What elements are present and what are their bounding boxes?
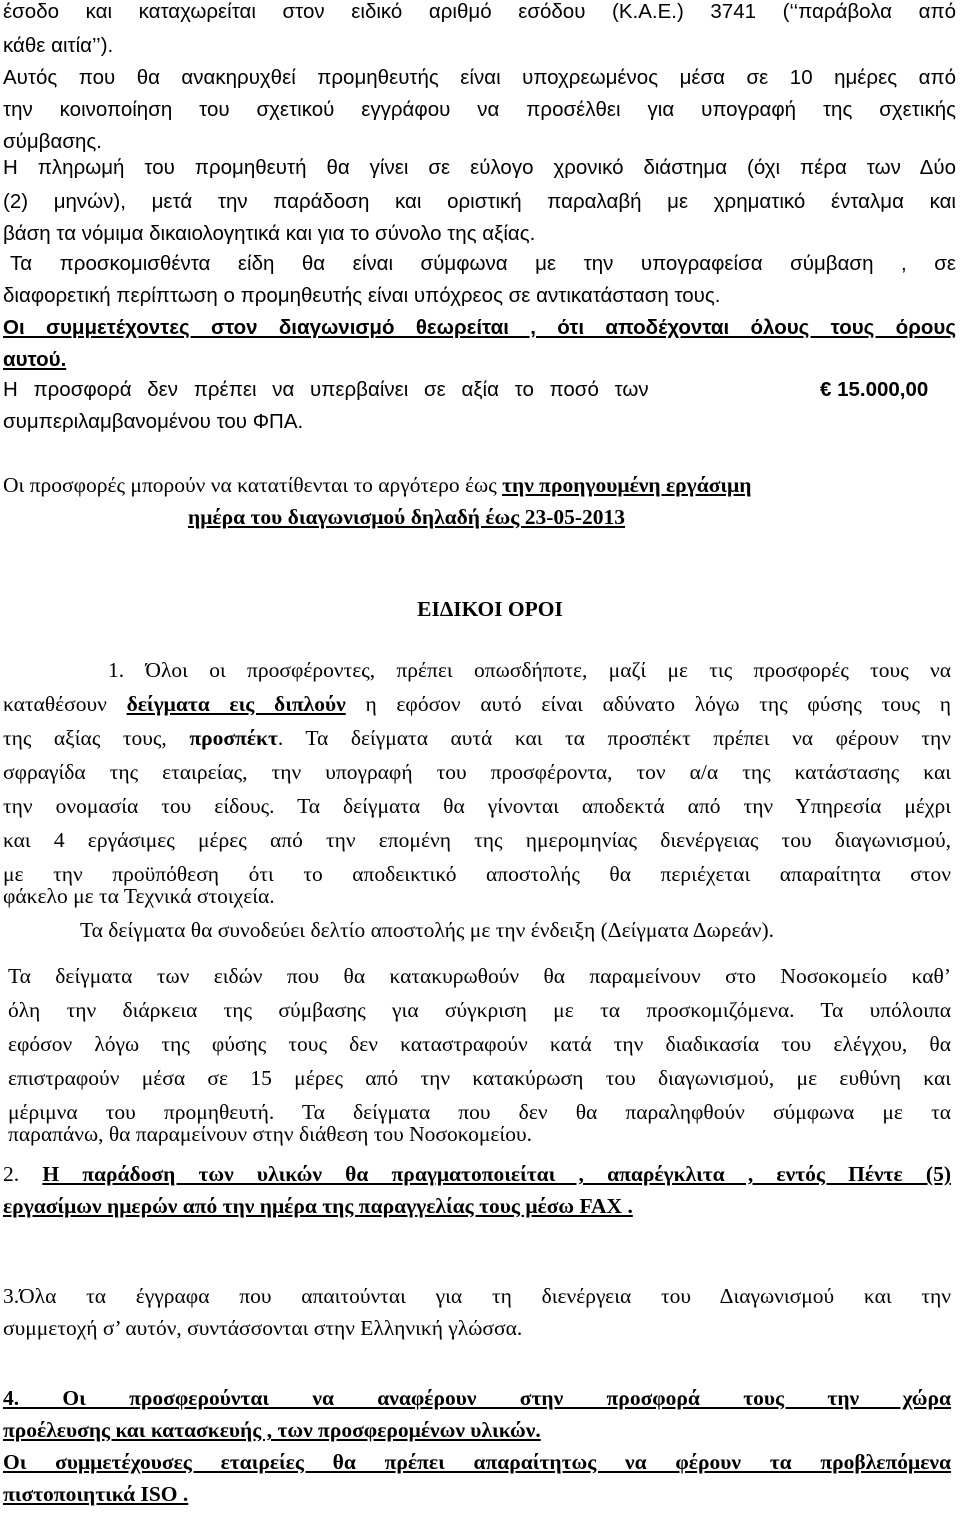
term-4-line-3: Οι συμμετέχουσες εταιρείες θα πρέπει απαραίτητως να φέρουν τα προβλεπόμενα xyxy=(3,1450,951,1474)
term-1-cont-line-1: Τα δείγματα των ειδών που θα κατακυρωθούν θα παραμείνουν στο Νοσοκομείο καθ’ xyxy=(8,964,951,988)
term-1-cont-line-3: εφόσον λόγω της φύσης τους δεν καταστραφούν κατά την διαδικασία του ελέγχου, θα xyxy=(8,1032,951,1056)
paragraph-5-line-2: αυτού. xyxy=(3,348,67,371)
term-2-line-1 xyxy=(3,1164,951,1186)
paragraph-6-line-2: συμπεριλαμβανομένου του ΦΠΑ. xyxy=(3,410,304,433)
term-1-line-3-a: της αξίας τους, xyxy=(3,726,190,750)
deadline-bold: την προηγουμένη εργάσιμη xyxy=(502,473,752,497)
term-1-line-3-c: . Τα δείγματα αυτά και τα προσπέκτ πρέπει να φέρουν την xyxy=(277,726,952,750)
term-4-line-2: προέλευσης και κατασκευής , των προσφερομένων υλικών. xyxy=(3,1418,541,1442)
term-1-line-3 xyxy=(3,728,951,750)
term-1-text-c: η εφόσον αυτό είναι αδύνατο λόγω της φύσης τους η xyxy=(345,692,951,716)
samples-in-duplicate: δείγματα εις διπλούν xyxy=(126,692,346,716)
term-2-line-2: εργασίμων ημερών από την ημέρα της παραγγελίας τους μέσω FAX . xyxy=(3,1194,633,1218)
paragraph-2-line-1: Αυτός που θα ανακηρυχθεί προμηθευτής είναι υποχρεωμένος μέσα σε 10 ημέρες από xyxy=(3,66,956,89)
deadline-line-2: ημέρα του διαγωνισμού δηλαδή έως 23-05-2013 xyxy=(188,505,626,529)
paragraph-3-line-1: Η πληρωμή του προμηθευτή θα γίνει σε εύλογο χρονικό διάστημα (όχι πέρα των Δύο xyxy=(3,156,956,179)
paragraph-5-line-1: Οι συμμετέχοντες στον διαγωνισμό θεωρείται , ότι αποδέχονται όλους τους όρους xyxy=(3,316,956,339)
term-1-cont-line-6: παραπάνω, θα παραμείνουν στην διάθεση του Νοσοκομείου. xyxy=(8,1122,532,1146)
term-1-text-a: καταθέσουν xyxy=(3,692,127,716)
term-1-line-6: και 4 εργάσιμες μέρες από την επομένη της ημερομηνίας διενέργειας του διαγωνισμού, xyxy=(3,828,951,852)
term-1-cont-line-4: επιστραφούν μέσα σε 15 μέρες από την κατακύρωση του διαγωνισμού, με ευθύνη και xyxy=(8,1066,951,1090)
special-terms-heading: ΕΙΔΙΚΟΙ ΟΡΟΙ xyxy=(417,597,563,621)
term-1-line-8: φάκελο με τα Τεχνικά στοιχεία. xyxy=(3,884,275,908)
paragraph-4-line-2: διαφορετική περίπτωση ο προμηθευτής είναι υπόχρεος σε αντικατάσταση τους. xyxy=(3,284,721,307)
term-3-line-1: 3.Όλα τα έγγραφα που απαιτούνται για τη διενέργεια του Διαγωνισμού και την xyxy=(3,1284,951,1308)
paragraph-2-line-2: την κοινοποίηση του σχετικού εγγράφου να προσέλθει για υπογραφή της σχετικής xyxy=(3,98,956,121)
term-1-cont-line-2: όλη την διάρκεια της σύμβασης για σύγκριση με τα προσκομιζόμενα. Τα υπόλοιπα xyxy=(8,998,951,1022)
offer-amount: € 15.000,00 xyxy=(820,378,929,401)
term-1-line-2 xyxy=(3,694,951,716)
term-3-line-2: συμμετοχή σ’ αυτόν, συντάσσονται στην Ελληνική γλώσσα. xyxy=(3,1316,523,1340)
term-1-line-7: με την προϋπόθεση ότι το αποδεικτικό αποστολής θα περιέχεται απαραίτητα στον xyxy=(3,862,951,886)
deadline-text: Οι προσφορές μπορούν να κατατίθενται το αργότερο έως xyxy=(3,473,503,497)
paragraph-3-line-3: βάση τα νόμιμα δικαιολογητικά και για το σύνολο της αξίας. xyxy=(3,222,536,245)
term-4-line-4: πιστοποιητικά ISO . xyxy=(3,1482,189,1506)
term-1-line-4: σφραγίδα της εταιρείας, την υπογραφή του προσφέροντα, τον α/α της κατάστασης και xyxy=(3,760,951,784)
term-1-cont-line-5: μέριμνα του προμηθευτή. Τα δείγματα που δεν θα παραληφθούν σύμφωνα με τα xyxy=(8,1100,951,1124)
prospect-bold: προσπέκτ xyxy=(189,726,278,750)
paragraph-3-line-2: (2) μηνών), μετά την παράδοση και οριστική παραλαβή με χρηματικό ένταλμα και xyxy=(3,190,956,213)
paragraph-1-line-1: έσοδο και καταχωρείται στον ειδικό αριθμό εσόδου (Κ.Α.Ε.) 3741 (‘‘παράβολα από xyxy=(3,0,956,23)
paragraph-4-line-1: Τα προσκομισθέντα είδη θα είναι σύμφωνα με την υπογραφείσα σύμβαση , σε xyxy=(10,252,956,275)
term-2-bold-text: Η παράδοση των υλικών θα πραγματοποιείται , απαρέγκλιτα , εντός Πέντε (5) xyxy=(42,1162,951,1186)
term-4-line-1: 4. Οι προσφερούνται να αναφέρουν στην προσφορά τους την χώρα xyxy=(3,1386,951,1410)
deadline-line-1 xyxy=(3,475,751,497)
term-1-line-1: 1. Όλοι οι προσφέροντες, πρέπει οπωσδήποτε, μαζί με τις προσφορές τους να xyxy=(108,658,951,682)
term-1-line-9: Τα δείγματα θα συνοδεύει δελτίο αποστολής με την ένδειξη (Δείγματα Δωρεάν). xyxy=(80,918,775,942)
term-1-line-5: την ονομασία του είδους. Τα δείγματα θα γίνονται αποδεκτά από την Υπηρεσία μέχρι xyxy=(3,794,951,818)
paragraph-2-line-3: σύμβασης. xyxy=(3,130,102,153)
paragraph-1-line-2: κάθε αιτία’’). xyxy=(3,34,114,57)
paragraph-6-line-1: Η προσφορά δεν πρέπει να υπερβαίνει σε αξία το ποσό των xyxy=(3,378,649,401)
term-2-number: 2. xyxy=(3,1162,43,1186)
